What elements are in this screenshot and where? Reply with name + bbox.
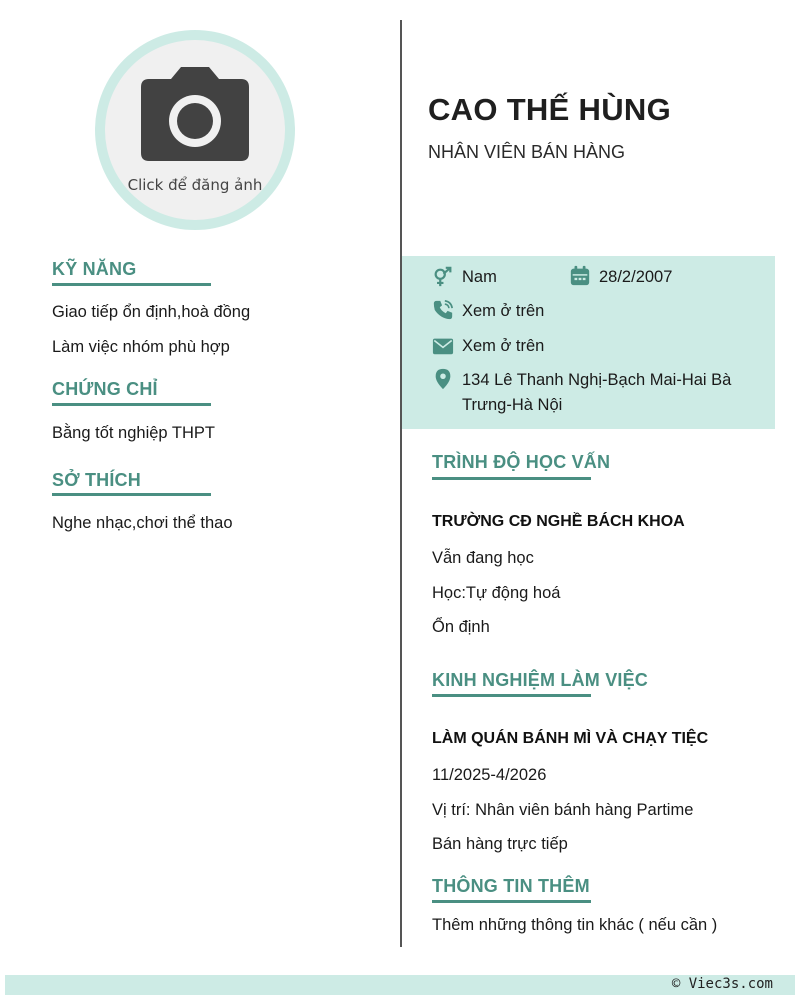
education-heading: TRÌNH ĐỘ HỌC VẤN <box>432 452 611 472</box>
email-value: Xem ở trên <box>462 337 545 355</box>
extra-info-line: Thêm những thông tin khác ( nếu cần ) <box>432 916 718 934</box>
calendar-icon <box>569 265 591 287</box>
experience-line: Vị trí: Nhân viên bánh hàng Partime <box>432 801 694 819</box>
skill-item: Giao tiếp ổn định,hoà đồng <box>52 303 251 321</box>
contact-panel <box>402 256 775 429</box>
phone-value: Xem ở trên <box>462 302 545 320</box>
avatar-placeholder[interactable] <box>105 40 285 220</box>
hobbies-heading-rule <box>52 493 211 496</box>
camera-icon <box>141 67 249 161</box>
education-line: Học:Tự động hoá <box>432 584 561 602</box>
dob-value: 28/2/2007 <box>599 268 673 286</box>
candidate-name: CAO THẾ HÙNG <box>428 92 671 127</box>
gender-value: Nam <box>462 268 497 286</box>
education-line: Vẫn đang học <box>432 549 534 567</box>
gender-icon <box>432 266 454 288</box>
skill-item: Làm việc nhóm phù hợp <box>52 338 230 356</box>
footer-bar <box>5 975 795 995</box>
extra-info-heading: THÔNG TIN THÊM <box>432 876 590 896</box>
email-icon <box>432 335 454 357</box>
location-icon <box>432 368 454 390</box>
education-heading-rule <box>432 477 591 480</box>
column-divider <box>400 20 402 947</box>
experience-line: Bán hàng trực tiếp <box>432 835 568 853</box>
skills-heading: KỸ NĂNG <box>52 259 137 279</box>
job-title: LÀM QUÁN BÁNH MÌ VÀ CHẠY TIỆC <box>432 730 709 747</box>
certificates-heading: CHỨNG CHỈ <box>52 379 158 399</box>
experience-heading: KINH NGHIỆM LÀM VIỆC <box>432 670 649 690</box>
address-line-2: Trưng-Hà Nội <box>462 396 563 414</box>
skills-heading-rule <box>52 283 211 286</box>
experience-heading-rule <box>432 694 591 697</box>
hobby-item: Nghe nhạc,chơi thể thao <box>52 514 233 532</box>
certificates-heading-rule <box>52 403 211 406</box>
hobbies-heading: SỞ THÍCH <box>52 470 141 490</box>
school-name: TRƯỜNG CĐ NGHỀ BÁCH KHOA <box>432 513 685 530</box>
extra-info-heading-rule <box>432 900 591 903</box>
phone-icon <box>432 299 454 321</box>
footer-copyright: © Viec3s.com <box>671 976 773 992</box>
candidate-role: NHÂN VIÊN BÁN HÀNG <box>428 142 626 162</box>
address-line-1: 134 Lê Thanh Nghị-Bạch Mai-Hai Bà <box>462 371 732 389</box>
education-line: Ổn định <box>432 618 490 636</box>
experience-line: 11/2025-4/2026 <box>432 766 547 784</box>
avatar-upload-label: Click để đăng ảnh <box>127 176 263 194</box>
avatar-upload[interactable] <box>95 30 295 230</box>
certificate-item: Bằng tốt nghiệp THPT <box>52 424 215 442</box>
